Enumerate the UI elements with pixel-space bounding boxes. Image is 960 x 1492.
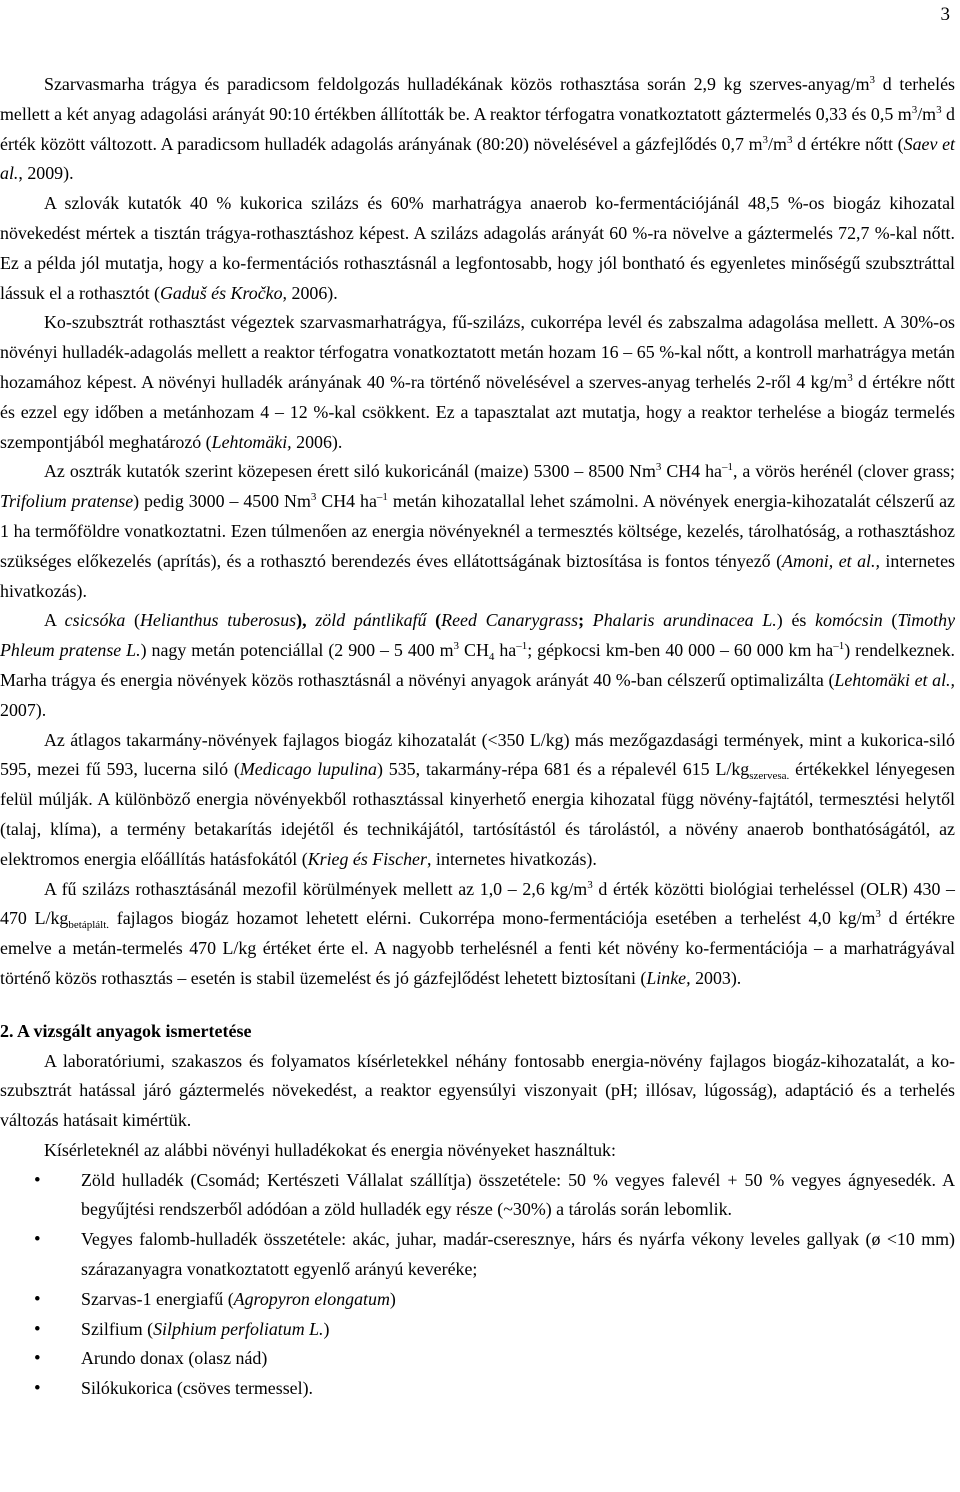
materials-list — [0, 1166, 955, 1404]
paragraph-2: A szlovák kutatók 40 % kukorica szilázs és 60% marhatrágya anaerob ko-fermentációjánál 48,5 %-os biogáz kihozatal növekedést mértek a tisztán trágya-rothasztáshoz képest. A szilázs adagolás arányát 60 %-ra növelve a gáztermelés 72,7 %-kal nőtt. Ez a példa jól mutatja, hogy a ko-fermentációs rothasztásnál a legfontosabb, hogy jól bontható és egyenletes minőségű szubsztráttal lássuk el a rothasztót (Gaduš és Kročko, 2006). — [0, 193, 955, 303]
paragraph-1: Szarvasmarha trágya és paradicsom feldolgozás hulladékának közös rothasztása során 2,9 kg szerves-$anyag/m^3$ d terhelés mellett a két anyag adagolási arányát 90:10 értékben állították be. A reaktor térfogatra vonatkoztatott gáztermelés 0,33 és 0,5 $m^3/m^3$ d érték között változott. A paradicsom hulladék adagolás arányának (80:20) növelésével a gázfejlődés 0,7 $m^3/m^3$ d értékre nőtt (Saev et al., 2009). — [0, 74, 956, 184]
document-body — [0, 70, 955, 1404]
list-item: • Vegyes falomb-hulladék összetétele: akác, juhar, madár-cseresznye, hárs és nyárfa vékony leveles gallyak (ø <10 mm) szárazanyagra vonatkoztatott egyenlő arányú keveréke; — [0, 1225, 955, 1285]
paragraph-3: Ko-szubsztrát rothasztást végeztek szarvasmarhatrágya, fű-szilázs, cukorrépa levél és zabszalma adagolása mellett. A 30%-os növényi hulladék-adagolás mellett a reaktor térfogatra vonatkoztatott metán hozam 16 – 65 %-kal nőtt, a kontroll marhatrágya metán hozamához képest. A növényi hulladék arányának 40 %-ra történő növelésével a szerves-anyag terhelés 2-ről 4 $kg/m^3$ d értékre nőtt és ezzel egy időben a metánhozam 4 – 12 %-kal csökkent. Ez a tapasztalat azt mutatja, hogy a reaktor terhelése a biogáz termelés szempontjából meghatározó (Lehtomäki, 2006). — [0, 312, 955, 452]
list-item: • Arundo donax (olasz nád) — [0, 1344, 955, 1374]
paragraph-7: A fű szilázs rothasztásánál mezofil körülmények mellett az 1,0 – 2,6 $kg/m^3$ d érték közötti biológiai terheléssel (OLR) 430 – 470 $L/kg_{betáplált.}$ fajlagos biogáz hozamot lehetett elérni. Cukorrépa mono-fermentációja esetében a terhelést 4,0 $kg/m^3$ d értékre emelve a metán-termelés 470 L/kg értéket érte el. A nagyobb terhelésnél a fenti két növény ko-fermentációja – a marhatrágyával történő közös rothasztás – esetén is stabil üzemelést és jó gázfejlődést lehetett biztosítani (Linke, 2003). — [0, 878, 955, 988]
list-item: • Zöld hulladék (Csomád; Kertészeti Vállalat szállítja) összetétele: 50 % vegyes falevél + 50 % vegyes ágnyesedék. A begyűjtési rendszerből adódóan a zöld hulladék egy része (~30%) a tárolás során lebomlik. — [0, 1166, 955, 1226]
paragraph-5: A csicsóka (Helianthus tuberosus), zöld pántlikafű (Reed Canarygrass; Phalaris arundinacea L.) és komócsin (Timothy Phleum pratense L.) nagy metán potenciállal (2 900 – 5 400 $m^3$ $CH_4$ $ha^{-1}$; gépkocsi km-ben 40 000 – 60 000 km $ha^{-1}$) rendelkeznek. Marha trágya és energia növények közös rothasztásnál a növényi anyagok arányát 40 %-ban célszerű optimalizálta (Lehtomäki et al., 2007). — [0, 610, 956, 720]
paragraph-9: Kísérleteknél az alábbi növényi hulladékokat és energia növényeket használtuk: — [44, 1139, 616, 1160]
list-item: • Szarvas-1 energiafű (Agropyron elongatum) — [0, 1285, 955, 1315]
page-number: 3 — [940, 4, 950, 25]
section-heading: 2. A vizsgált anyagok ismertetése — [0, 1020, 252, 1041]
paragraph-6: Az átlagos takarmány-növények fajlagos biogáz kihozatalát (<350 L/kg) más mezőgazdasági termények, mint a kukorica-siló 595, mezei fű 593, lucerna siló (Medicago lupulina) 535, takarmány-répa 681 és a répalevél 615 $L/kg_{szervesa.}$ értékekkel lényegesen felül múlják. A különböző energia növényekből rothasztással kinyerhető energia kihozatal függ növény-fajtától, termesztési helytől (talaj, klíma), a termény betakarítás idejétől és technikájától, tartósítástól és tárolástól, a növény anaerob bonthatóságától, az elektromos energia előállítás hatásfokától (Krieg és Fischer, internetes hivatkozás). — [0, 729, 955, 869]
paragraph-4: Az osztrák kutatók szerint közepesen érett siló kukoricánál (maize) 5300 – 8500 Nm$^3$ CH4 $ha^{-1}$, a vörös herénél (clover grass; Trifolium pratense) pedig 3000 – 4500 Nm$^3$ CH4 $ha^{-1}$ metán kihozatallal lehet számolni. A növények energia-kihozatalát célszerű az 1 ha termőföldre vonatkoztatni. Ezen túlmenően az energia növényeknél a termesztés költsége, kezelés, tárolhatóság, a rothasztáshoz szükséges előkezelés (aprítás), és a rothasztó berendezés éves ellátottságának biztosítása is fontos tényező (Amoni, et al., internetes hivatkozás). — [0, 461, 955, 601]
list-item: • Silókukorica (csöves termessel). — [0, 1374, 955, 1404]
list-item: • Szilfium (Silphium perfoliatum L.) — [0, 1315, 955, 1345]
paragraph-8: A laboratóriumi, szakaszos és folyamatos kísérletekkel néhány fontosabb energia-növény fajlagos biogáz-kihozatalát, a ko-szubsztrát hatással járó gáztermelés növekedést, a reaktor egyensúlyi viszonyait (pH; illósav, lúgosság), adaptáció és a terhelés változás hatásait kimértük. — [0, 1050, 955, 1131]
